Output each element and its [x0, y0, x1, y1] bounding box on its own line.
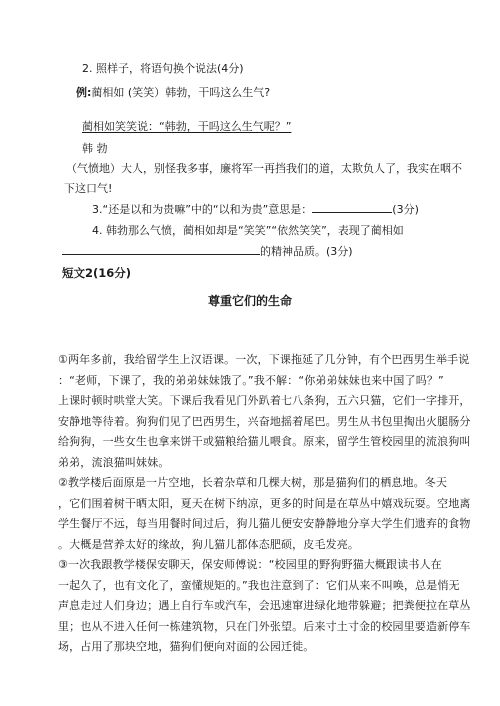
example-label: 例:: [76, 86, 92, 99]
paragraph-line: 安静地等待着。狗狗们见了巴西男生，兴奋地摇着尾巴。男生从书包里掏出火腿肠分: [58, 414, 471, 428]
passage-title: 尊重它们的生命: [207, 294, 292, 308]
q2-example: [76, 86, 270, 100]
q2-stem: 2. 照样子，将语句换个说法(4分): [82, 62, 244, 75]
paragraph-line: 弟弟，流浪猫叫妹妹。: [58, 455, 170, 469]
paragraph-line: ，它们围着树干晒太阳，夏天在树下纳凉，更多的时间是在草丛中嬉戏玩耍。空地离: [58, 496, 471, 510]
example-answer: 蔺相如笑笑说：“韩勃，干吗这么生气呢？”: [82, 120, 292, 133]
section-heading: 短文2(16分): [62, 266, 132, 280]
paragraph-line: 学生餐厅不远，每当用餐时间过后，狗儿猫儿便安安静静地分享大学生们遗弃的食物: [58, 517, 471, 530]
q3-text: 3.“还是以和为贵嘛”中的“以和为贵”意思是：: [92, 203, 313, 216]
q2-task-line1: （气愤地）大人，别怪我多事，廉将军一再挡我们的道，太欺负人了，我实在咽不: [66, 162, 462, 175]
example-text: 蔺相如 (笑笑）韩勃，干吗这么生气?: [91, 86, 271, 99]
paragraph-line-lead: 上课时顿时哄堂大笑。: [58, 394, 170, 407]
paragraph-line: 声息走过人们身边；遇上自行车或汽车，会迅速窜进绿化地带躲避；把粪便拉在草丛: [58, 599, 471, 612]
q3-answer-blank[interactable]: [312, 202, 392, 213]
q3-score: (3分): [392, 203, 419, 216]
paragraph-line: 。大概是营养太好的缘故，狗儿猫儿都体态肥硕，皮毛发亮。: [58, 537, 360, 551]
paragraph-line: ③一次我跟教学楼保安聊天，保安师傅说：“校园里的野狗野猫大概跟读书人在: [58, 558, 442, 571]
paragraph-line: 场，占用了那块空地，猫狗们便向对面的公园迁徙。: [58, 640, 315, 653]
q2-task-name: 韩 勃: [82, 142, 108, 155]
paragraph-line: 里；也从不进入任何一栋建筑物，只在门外张望。后来寸土寸金的校园里要造新停车: [58, 619, 471, 633]
paragraph-line: 上课时顿时哄堂大笑。下课后我看见门外趴着七八条狗，五六只猫，它们一字排开，: [58, 394, 471, 407]
paragraph-line: ：“老师，下课了，我的弟弟妹妹饿了。”我不解：“你弟弟妹妹也来中国了吗？”: [58, 373, 444, 387]
paragraph-line: 给狗狗，一些女生也拿来饼干或猫粮给猫儿喂食。原来，留学生管校园里的流浪狗叫: [58, 435, 471, 448]
q2-example-answer: [82, 120, 291, 134]
q4-line2-tail: 的精神品质。(3分): [260, 245, 353, 258]
paragraph-2: [58, 473, 471, 555]
paragraph-3: [58, 555, 471, 658]
q4-answer-blank[interactable]: [62, 244, 260, 255]
paragraph-line: ①两年多前，我给留学生上汉语课。一次，下课拖延了几分钟，有个巴西男生举手说: [58, 353, 470, 366]
paragraph-line: 一起久了，也有文化了，蛮懂规矩的。”我也注意到了：它们从来不叫唤，总是悄无: [58, 578, 460, 592]
q2-task-line2: 下这口气!: [64, 182, 113, 195]
paragraph-1: [58, 350, 471, 473]
q4-line2: [62, 244, 353, 259]
q4-line1: 4. 韩勃那么气愤，蔺相如却是“笑笑”“依然笑笑”，表现了蔺相如: [92, 224, 404, 237]
q3: [92, 202, 419, 217]
paragraph-line: ②教学楼后面原是一片空地，长着杂草和几棵大树，那是猫狗们的栖息地。冬天: [58, 476, 448, 489]
